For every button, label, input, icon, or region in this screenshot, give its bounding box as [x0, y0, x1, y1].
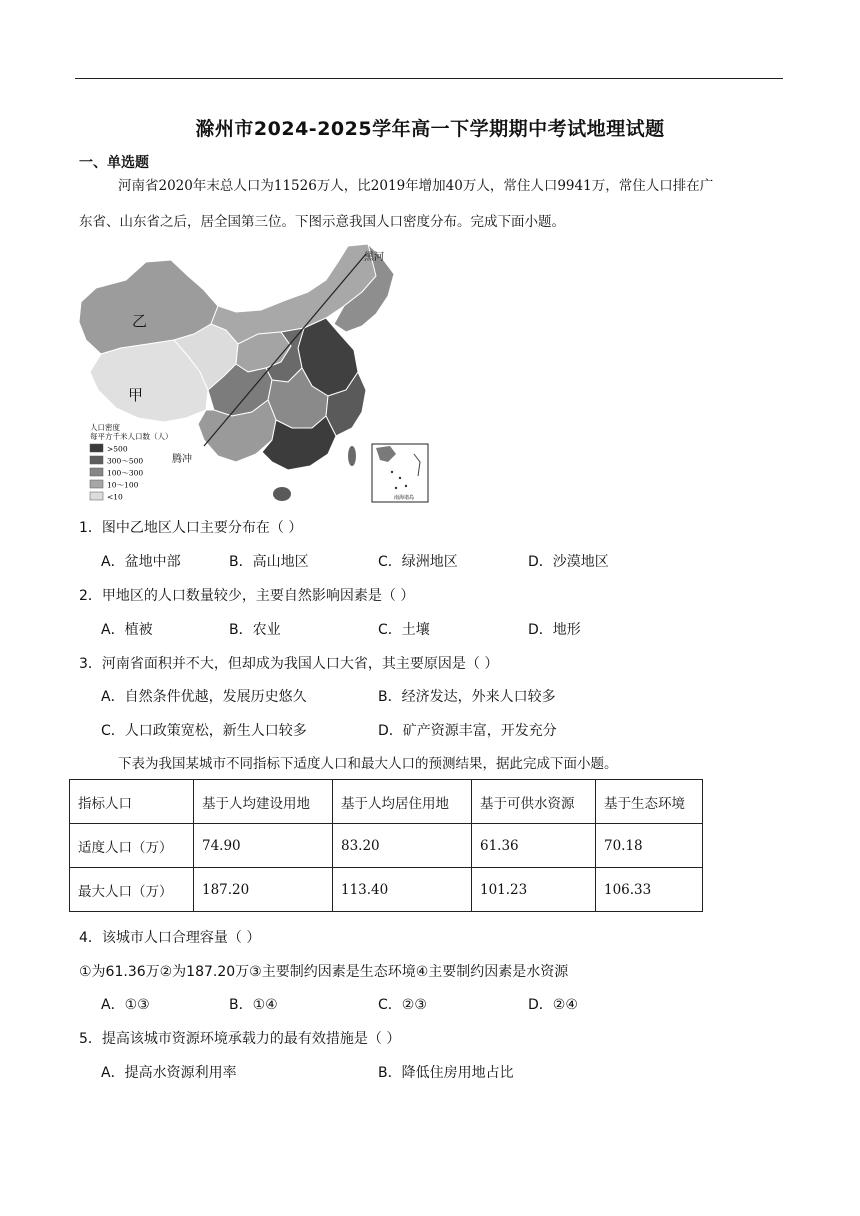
table-header-cell: 基于生态环境 — [596, 780, 703, 824]
table-header-cell: 基于可供水资源 — [472, 780, 596, 824]
q4-option-d[interactable]: D．②④ — [528, 997, 578, 1013]
q1-option-d[interactable]: D．沙漠地区 — [528, 554, 609, 570]
q2-option-b[interactable]: B．农业 — [229, 622, 281, 638]
legend-swatch — [90, 492, 103, 500]
q1-option-a[interactable]: A．盆地中部 — [101, 554, 181, 570]
legend-title-1: 人口密度 — [90, 423, 120, 432]
question-1-stem: 1．图中乙地区人口主要分布在（ ） — [79, 520, 303, 536]
q2-option-a[interactable]: A．植被 — [101, 622, 153, 638]
q3-option-b[interactable]: B．经济发达，外来人口较多 — [378, 689, 556, 705]
table-cell: 106.33 — [596, 868, 703, 912]
table-cell: 61.36 — [472, 824, 596, 868]
map-legend — [90, 422, 173, 502]
q2-option-d[interactable]: D．地形 — [528, 622, 581, 638]
table-row — [70, 824, 703, 868]
population-table — [69, 779, 703, 912]
table-cell: 101.23 — [472, 868, 596, 912]
table-cell: 适度人口（万） — [70, 824, 194, 868]
region-hainan — [273, 487, 291, 501]
table-cell: 113.40 — [333, 868, 472, 912]
q4-option-c[interactable]: C．②③ — [378, 997, 427, 1013]
table-cell: 187.20 — [194, 868, 333, 912]
q4-option-a[interactable]: A．①③ — [101, 997, 150, 1013]
population-density-map — [76, 240, 438, 506]
label-jia: 甲 — [128, 386, 144, 404]
header-rule — [75, 78, 783, 79]
legend-swatch — [90, 444, 103, 452]
label-heihe: 黑河 — [364, 252, 384, 263]
table-cell: 70.18 — [596, 824, 703, 868]
table-header-cell: 指标人口 — [70, 780, 194, 824]
q4-option-b[interactable]: B．①④ — [229, 997, 278, 1013]
legend-swatch — [90, 480, 103, 488]
table-cell: 83.20 — [333, 824, 472, 868]
table-header-cell: 基于人均居住用地 — [333, 780, 472, 824]
legend-swatch — [90, 456, 103, 464]
question-3-stem: 3．河南省面积并不大，但却成为我国人口大省，其主要原因是（ ） — [79, 656, 499, 672]
q2-option-c[interactable]: C．土壤 — [378, 622, 430, 638]
legend-label: <10 — [107, 492, 123, 502]
intro-paragraph-line2: 东省、山东省之后，居全国第三位。下图示意我国人口密度分布。完成下面小题。 — [79, 214, 565, 230]
q3-option-a[interactable]: A．自然条件优越，发展历史悠久 — [101, 689, 307, 705]
table-cell: 74.90 — [194, 824, 333, 868]
question-5-stem: 5．提高该城市资源环境承载力的最有效措施是（ ） — [79, 1031, 401, 1047]
intro-paragraph-line1: 河南省2020年末总人口为11526万人，比2019年增加40万人，常住人口9941万，常住人口排在广 — [118, 178, 714, 194]
legend-swatch — [90, 468, 103, 476]
legend-label: 100～300 — [107, 468, 144, 478]
page-title: 滁州市2024-2025学年高一下学期期中考试地理试题 — [195, 118, 665, 140]
question-4-stem: 4．该城市人口合理容量（ ） — [79, 930, 261, 946]
table-header-cell: 基于人均建设用地 — [194, 780, 333, 824]
table-header-row — [70, 780, 703, 824]
question-4-statements: ①为61.36万②为187.20万③主要制约因素是生态环境④主要制约因素是水资源 — [79, 964, 569, 980]
section-heading: 一、单选题 — [79, 155, 149, 171]
legend-label: 10～100 — [107, 480, 139, 490]
inset-label: 南海诸岛 — [394, 495, 415, 501]
q5-option-a[interactable]: A．提高水资源利用率 — [101, 1065, 237, 1081]
table-intro: 下表为我国某城市不同指标下适度人口和最大人口的预测结果，据此完成下面小题。 — [118, 756, 618, 772]
q3-option-d[interactable]: D．矿产资源丰富，开发充分 — [378, 723, 557, 739]
label-tengchong: 腾冲 — [172, 454, 192, 465]
legend-title-2: 每平方千米人口数（人） — [90, 432, 173, 441]
table-row — [70, 868, 703, 912]
region-taiwan — [348, 446, 356, 466]
legend-label: >500 — [107, 444, 128, 454]
south-china-sea-inset — [372, 444, 428, 502]
question-2-stem: 2．甲地区的人口数量较少，主要自然影响因素是（ ） — [79, 588, 415, 604]
q1-option-b[interactable]: B．高山地区 — [229, 554, 309, 570]
q3-option-c[interactable]: C．人口政策宽松，新生人口较多 — [101, 723, 307, 739]
q1-option-c[interactable]: C．绿洲地区 — [378, 554, 458, 570]
label-yi: 乙 — [132, 312, 148, 330]
table-cell: 最大人口（万） — [70, 868, 194, 912]
legend-label: 300～500 — [107, 456, 144, 466]
q5-option-b[interactable]: B．降低住房用地占比 — [378, 1065, 514, 1081]
